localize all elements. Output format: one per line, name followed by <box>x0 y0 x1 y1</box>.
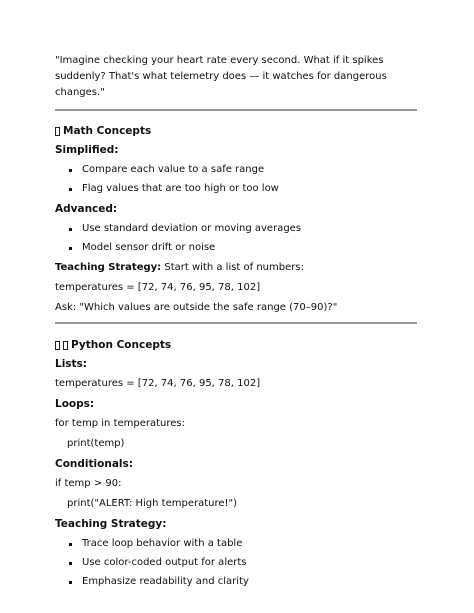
simplified-heading: Simplified: <box>55 144 119 156</box>
python-emoji-icon-2 <box>63 341 68 350</box>
advanced-list <box>55 221 417 256</box>
lists-code: temperatures = [72, 74, 76, 95, 78, 102] <box>55 378 261 389</box>
strategy-text: Start with a list of numbers: <box>161 262 304 273</box>
math-title-text: Math Concepts <box>63 125 152 137</box>
python-section-title <box>55 337 417 353</box>
conditionals-heading: Conditionals: <box>55 458 133 470</box>
temperatures-line: temperatures = [72, 74, 76, 95, 78, 102] <box>55 282 261 293</box>
loops-heading: Loops: <box>55 398 95 410</box>
math-section-title <box>55 123 417 139</box>
bullet-icon <box>69 247 72 250</box>
list-item: Trace loop behavior with a table <box>55 536 417 552</box>
bullet-icon <box>69 543 72 546</box>
bullet-icon <box>69 188 72 191</box>
ask-line: Ask: "Which values are outside the safe range (70–90)?" <box>55 302 338 313</box>
list-item: Use standard deviation or moving averages <box>55 221 417 237</box>
list-item: Use color-coded output for alerts <box>55 555 417 571</box>
bullet-icon <box>69 228 72 231</box>
math-teaching-strategy <box>55 260 417 276</box>
loops-code-line-1: for temp in temperatures: <box>55 418 185 429</box>
intro-quote: "Imagine checking your heart rate every second. What if it spikes suddenly? That's what telemetry does — it watches for dangerous changes." <box>55 55 387 98</box>
simplified-list <box>55 162 417 197</box>
math-emoji-icon <box>55 127 60 136</box>
python-title-text: Python Concepts <box>71 339 172 351</box>
strategy-label: Teaching Strategy: <box>55 262 162 273</box>
list-item: Emphasize readability and clarity <box>55 574 417 590</box>
list-item: Model sensor drift or noise <box>55 240 417 256</box>
lists-heading: Lists: <box>55 358 88 370</box>
document-page <box>55 53 417 590</box>
bullet-icon <box>69 581 72 584</box>
cond-code-line-1: if temp > 90: <box>55 478 122 489</box>
loops-code-line-2: print(temp) <box>67 438 125 449</box>
list-item: Compare each value to a safe range <box>55 162 417 178</box>
advanced-heading: Advanced: <box>55 203 118 215</box>
cond-code-line-2: print("ALERT: High temperature!") <box>67 498 238 509</box>
python-strategy-heading: Teaching Strategy: <box>55 518 167 530</box>
python-strategy-list <box>55 536 417 590</box>
python-emoji-icon <box>55 341 60 350</box>
bullet-icon <box>69 169 72 172</box>
list-item: Flag values that are too high or too low <box>55 181 417 197</box>
bullet-icon <box>69 562 72 565</box>
